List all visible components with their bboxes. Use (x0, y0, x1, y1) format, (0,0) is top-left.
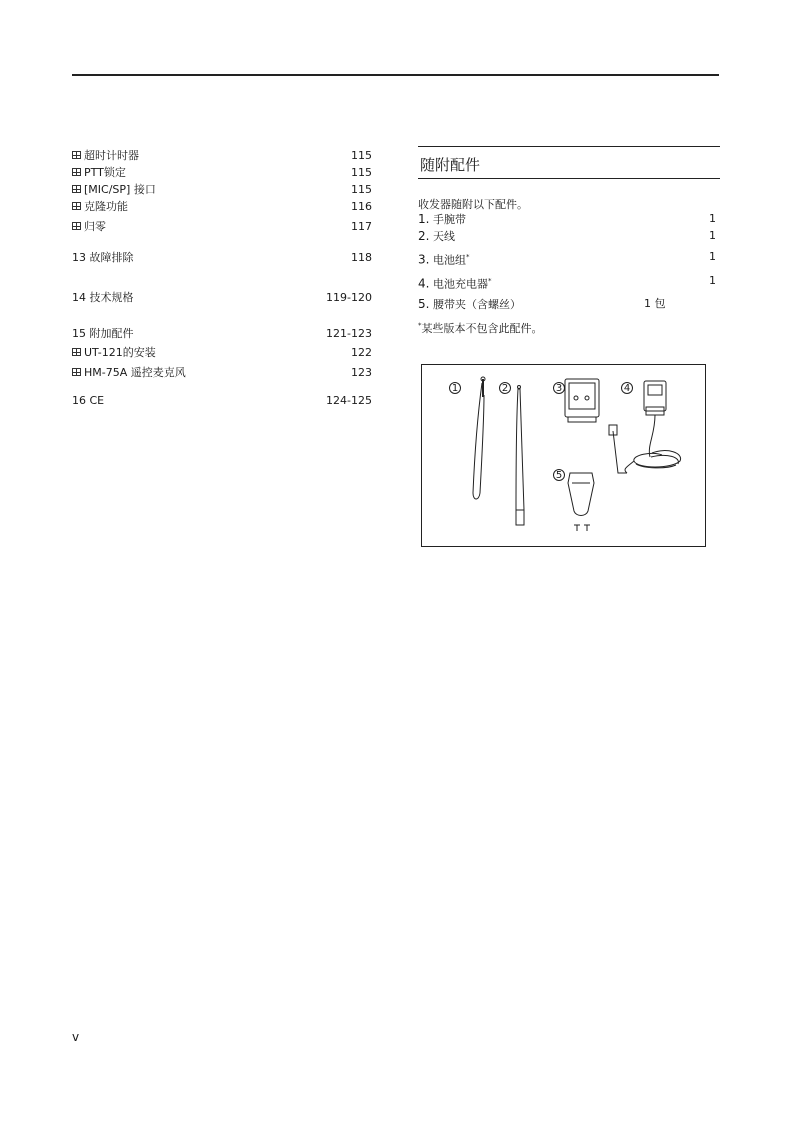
toc-item-label: 15 附加配件 (72, 327, 134, 340)
accessories-drawing (422, 365, 707, 548)
subsection-icon (72, 202, 81, 210)
footnote-mark: * (418, 321, 422, 330)
toc-item-page: 117 (351, 220, 372, 233)
accessory-quantity: 1 (709, 274, 716, 287)
accessory-item (418, 211, 716, 227)
section-intro: 收发器随附以下配件。 (418, 198, 528, 211)
accessory-item (418, 296, 716, 312)
toc-item[interactable] (72, 219, 372, 235)
toc-item-page: 118 (351, 251, 372, 264)
toc-item-label: HM-75A 遥控麦克风 (84, 366, 186, 379)
toc-item-page: 116 (351, 200, 372, 213)
belt-clip-drawing (568, 473, 594, 531)
toc-item-label: 克隆功能 (84, 200, 128, 213)
figure-label-3: 3 (553, 382, 565, 394)
footnote (418, 320, 543, 336)
accessory-item (418, 228, 716, 244)
accessory-name: 腰带夹（含螺丝） (432, 298, 521, 311)
figure-label-5: 5 (553, 469, 565, 481)
toc-item-label: 14 技术规格 (72, 291, 134, 304)
figure-label-4: 4 (621, 382, 633, 394)
toc-item[interactable] (72, 250, 372, 266)
toc-item-page: 124-125 (326, 394, 372, 407)
page-number: v (72, 1030, 80, 1044)
accessory-name: 手腕带 (432, 213, 466, 226)
toc-item-label: UT-121的安装 (84, 346, 156, 359)
accessory-quantity: 1 包 (644, 297, 666, 310)
toc-item-label: 16 CE (72, 394, 105, 407)
toc-item-page: 123 (351, 366, 372, 379)
figure-label-1: 1 (449, 382, 461, 394)
accessory-number: 3. (418, 252, 430, 267)
subsection-icon (72, 151, 81, 159)
subsection-icon (72, 185, 81, 193)
footnote-mark: * (487, 277, 492, 285)
accessory-number: 5. (418, 297, 430, 311)
toc-item-page: 119-120 (326, 291, 372, 304)
accessory-item (418, 273, 716, 289)
footnote-mark: * (465, 253, 470, 261)
accessory-number: 1. (418, 212, 430, 226)
toc-item[interactable] (72, 182, 372, 198)
toc-item-page: 115 (351, 166, 372, 179)
toc-item-label: 归零 (84, 220, 106, 233)
accessory-item (418, 249, 716, 265)
antenna-drawing (516, 386, 524, 526)
toc-item[interactable] (72, 290, 372, 306)
section-rule-top (418, 146, 720, 147)
toc-item[interactable] (72, 326, 372, 342)
accessories-illustration (421, 364, 706, 547)
toc-item[interactable] (72, 199, 372, 215)
toc-item[interactable] (72, 165, 372, 181)
battery-pack-drawing (565, 379, 599, 422)
toc-item-label: 13 故障排除 (72, 251, 134, 264)
section-rule-bottom (418, 178, 720, 179)
accessory-quantity: 1 (709, 229, 716, 242)
section-title: 随附配件 (420, 156, 481, 174)
battery-charger-drawing (609, 381, 681, 473)
accessory-number: 2. (418, 229, 430, 243)
toc-item-page: 121-123 (326, 327, 372, 340)
toc-item-label: PTT锁定 (84, 166, 126, 179)
subsection-icon (72, 348, 81, 356)
toc-item-label: [MIC/SP] 接口 (84, 183, 156, 196)
subsection-icon (72, 222, 81, 230)
accessory-name: 电池组 (432, 253, 466, 267)
toc-item[interactable] (72, 345, 372, 361)
subsection-icon (72, 368, 81, 376)
accessory-name: 电池充电器 (432, 277, 488, 291)
toc-item-page: 115 (351, 149, 372, 162)
toc-item-label: 超时计时器 (84, 149, 139, 162)
toc-item[interactable] (72, 148, 372, 164)
accessory-quantity: 1 (709, 250, 716, 263)
hand-strap-drawing (473, 377, 485, 499)
toc-item-page: 115 (351, 183, 372, 196)
accessory-quantity: 1 (709, 212, 716, 225)
accessory-number: 4. (418, 276, 430, 291)
figure-label-2: 2 (499, 382, 511, 394)
toc-item[interactable] (72, 393, 372, 409)
footnote-text: 某些版本不包含此配件。 (421, 322, 543, 335)
toc-item-page: 122 (351, 346, 372, 359)
toc-item[interactable] (72, 365, 372, 381)
subsection-icon (72, 168, 81, 176)
top-rule (72, 74, 719, 76)
accessory-name: 天线 (432, 230, 455, 243)
